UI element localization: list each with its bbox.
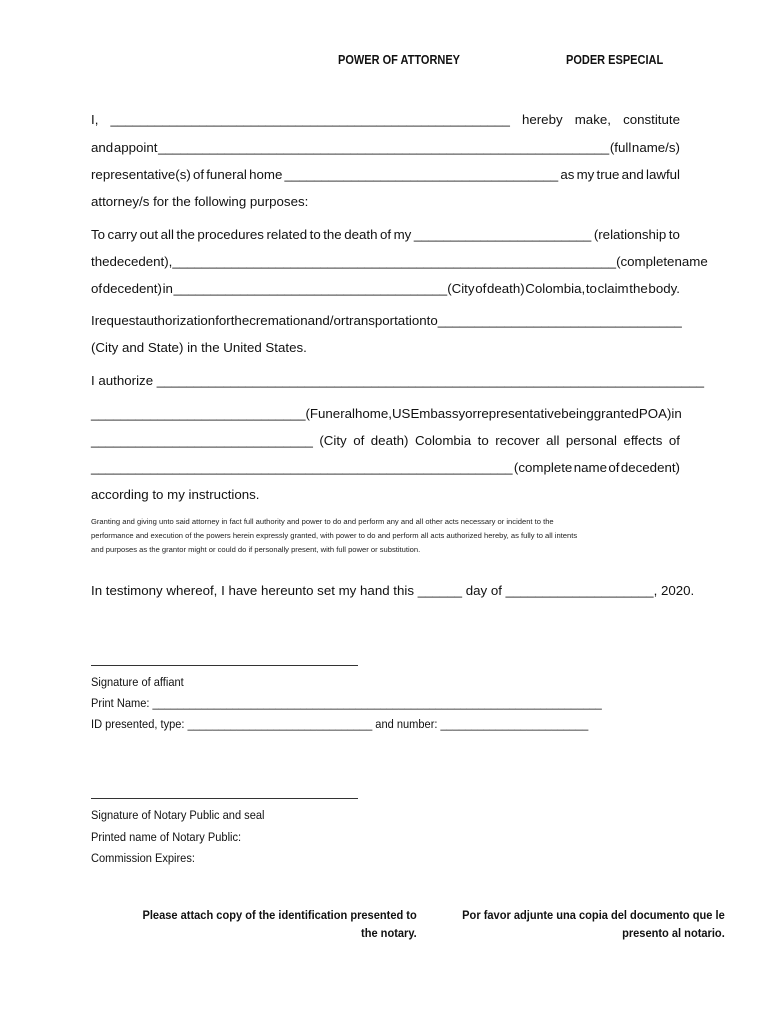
body-word: of bbox=[91, 281, 103, 296]
body-word: name bbox=[573, 460, 607, 475]
body-word: _____________________________ bbox=[91, 406, 306, 421]
body-word: my bbox=[393, 227, 412, 242]
footer-en-line: the notary. bbox=[361, 926, 417, 940]
body-word: I authorize __________________________________________________________________________ bbox=[91, 373, 705, 388]
body-word: ____________________________________________________________ bbox=[172, 254, 617, 269]
body-word: attorney/s for the following purposes: bbox=[91, 194, 309, 209]
body-line bbox=[91, 139, 680, 157]
footer-es-line: Por favor adjunte una copia del documento que le bbox=[462, 908, 725, 922]
body-word: body. bbox=[648, 281, 680, 296]
body-word: the bbox=[230, 313, 250, 328]
footer-note-english bbox=[143, 906, 417, 942]
body-word: according to my instructions. bbox=[91, 487, 260, 502]
body-line bbox=[91, 226, 680, 244]
body-word: related bbox=[266, 227, 308, 242]
body-word: out bbox=[139, 227, 159, 242]
body-word: ______________________________ bbox=[91, 433, 313, 448]
body-word: constitute bbox=[623, 112, 680, 127]
body-word: and bbox=[91, 140, 114, 155]
body-word: ______________________________________________________ bbox=[110, 112, 510, 127]
body-word: request bbox=[94, 313, 140, 328]
body-line bbox=[91, 372, 705, 390]
body-word: the bbox=[91, 254, 110, 269]
body-line bbox=[91, 166, 680, 184]
body-word: (full bbox=[609, 140, 632, 155]
testimony-line: In testimony whereof, I have hereunto set my hand this ______ day of ____________________, 2020. bbox=[91, 583, 695, 598]
body-word: (City bbox=[319, 433, 347, 448]
body-line bbox=[91, 111, 680, 129]
body-word: home bbox=[249, 167, 283, 182]
body-word: carry bbox=[107, 227, 138, 242]
body-word: as bbox=[560, 167, 575, 182]
commission-expires: Commission Expires: bbox=[91, 851, 195, 865]
body-word: decedent) bbox=[102, 281, 162, 296]
affiant-signature-label: Signature of affiant bbox=[91, 675, 184, 689]
footer-es-line: presento al notario. bbox=[622, 926, 725, 940]
body-word: of bbox=[668, 433, 680, 448]
body-line bbox=[91, 486, 680, 504]
body-word: appoint bbox=[113, 140, 158, 155]
body-word: I bbox=[91, 313, 95, 328]
body-word: death) bbox=[486, 281, 525, 296]
body-word: _____________________________________________________________ bbox=[158, 140, 610, 155]
body-word: funeral bbox=[206, 167, 247, 182]
body-word: (Funeral bbox=[305, 406, 355, 421]
body-word: I, bbox=[91, 112, 99, 127]
body-word: (complete bbox=[616, 254, 675, 269]
body-word: and bbox=[621, 167, 644, 182]
body-line bbox=[91, 312, 680, 330]
body-line bbox=[91, 253, 708, 271]
body-word: name/s) bbox=[631, 140, 680, 155]
body-word: to bbox=[585, 281, 597, 296]
body-word: lawful bbox=[646, 167, 680, 182]
body-word: of bbox=[380, 227, 392, 242]
body-word: in bbox=[162, 281, 173, 296]
body-word: for bbox=[215, 313, 231, 328]
body-word: claim bbox=[597, 281, 629, 296]
body-word: representative(s) bbox=[91, 167, 191, 182]
body-word: name bbox=[674, 254, 708, 269]
body-word: _____________________________________ bbox=[284, 167, 559, 182]
body-word: of bbox=[608, 460, 620, 475]
body-word: to bbox=[477, 433, 489, 448]
notary-printed-name: Printed name of Notary Public: bbox=[91, 830, 242, 844]
body-word: all bbox=[160, 227, 174, 242]
body-line bbox=[91, 339, 680, 357]
body-word: _________________________________________________________ bbox=[91, 460, 513, 475]
body-word: make, bbox=[574, 112, 611, 127]
body-word: or bbox=[465, 406, 477, 421]
body-line bbox=[91, 459, 680, 477]
affiant-signature-rule bbox=[91, 665, 358, 666]
fine-print-line: and purposes as the grantor might or could do if personally present, with full power or substitution. bbox=[91, 545, 421, 554]
body-word: home, bbox=[354, 406, 392, 421]
body-word: (City and State) in the United States. bbox=[91, 340, 307, 355]
body-word: granted bbox=[593, 406, 639, 421]
body-word: to bbox=[309, 227, 321, 242]
body-word: representative bbox=[476, 406, 562, 421]
title-spanish: PODER ESPECIAL bbox=[566, 53, 664, 67]
body-word: (relationship bbox=[593, 227, 667, 242]
body-word: in bbox=[671, 406, 682, 421]
body-word: decedent), bbox=[109, 254, 173, 269]
body-word: transportation bbox=[345, 313, 427, 328]
body-word: the bbox=[629, 281, 648, 296]
body-word: my bbox=[576, 167, 595, 182]
body-word: (complete bbox=[513, 460, 573, 475]
body-word: Colombia bbox=[414, 433, 472, 448]
body-word: cremation bbox=[249, 313, 308, 328]
body-word: recover bbox=[495, 433, 540, 448]
notary-signature-rule bbox=[91, 798, 358, 799]
body-word: of bbox=[353, 433, 365, 448]
body-line bbox=[91, 405, 680, 423]
body-word: ________________________ bbox=[413, 227, 592, 242]
footer-en-line: Please attach copy of the identification presented to bbox=[142, 908, 417, 922]
footer-note-spanish bbox=[462, 906, 725, 942]
body-word: Embassy bbox=[410, 406, 466, 421]
body-word: of bbox=[475, 281, 487, 296]
body-line bbox=[91, 432, 680, 450]
body-word: _________________________________ bbox=[437, 313, 682, 328]
notary-signature-label: Signature of Notary Public and seal bbox=[91, 808, 265, 822]
id-presented-field: ID presented, type: ______________________________ and number: ________________________ bbox=[91, 717, 589, 731]
body-word: procedures bbox=[197, 227, 264, 242]
body-word: to bbox=[668, 227, 680, 242]
print-name-field: Print Name: _________________________________________________________________________ bbox=[91, 696, 602, 710]
body-word: US bbox=[391, 406, 411, 421]
body-word: to bbox=[426, 313, 438, 328]
body-word: death bbox=[344, 227, 378, 242]
body-word: the bbox=[323, 227, 342, 242]
body-word: personal bbox=[565, 433, 617, 448]
body-word: authorization bbox=[139, 313, 216, 328]
body-word: Colombia, bbox=[525, 281, 586, 296]
body-word: all bbox=[546, 433, 560, 448]
body-word: To bbox=[91, 227, 106, 242]
body-word: the bbox=[176, 227, 195, 242]
body-word: _____________________________________(City bbox=[173, 281, 475, 296]
body-word: POA) bbox=[638, 406, 672, 421]
title-english: POWER OF ATTORNEY bbox=[338, 53, 461, 67]
body-word: and/or bbox=[307, 313, 346, 328]
body-word: being bbox=[561, 406, 594, 421]
body-word: true bbox=[596, 167, 620, 182]
body-line bbox=[91, 280, 680, 298]
body-line bbox=[91, 193, 680, 211]
body-word: hereby bbox=[521, 112, 563, 127]
fine-print-line: Granting and giving unto said attorney in fact full authority and power to do and perform any and all other acts necessary or incident to the bbox=[91, 517, 554, 526]
body-word: death) bbox=[370, 433, 409, 448]
body-word: effects bbox=[623, 433, 663, 448]
fine-print-line: performance and execution of the powers herein expressly granted, with power to do and perform all acts authorized hereby, as fully to all intents bbox=[91, 531, 578, 540]
body-word: of bbox=[192, 167, 205, 182]
body-word: decedent) bbox=[620, 460, 680, 475]
